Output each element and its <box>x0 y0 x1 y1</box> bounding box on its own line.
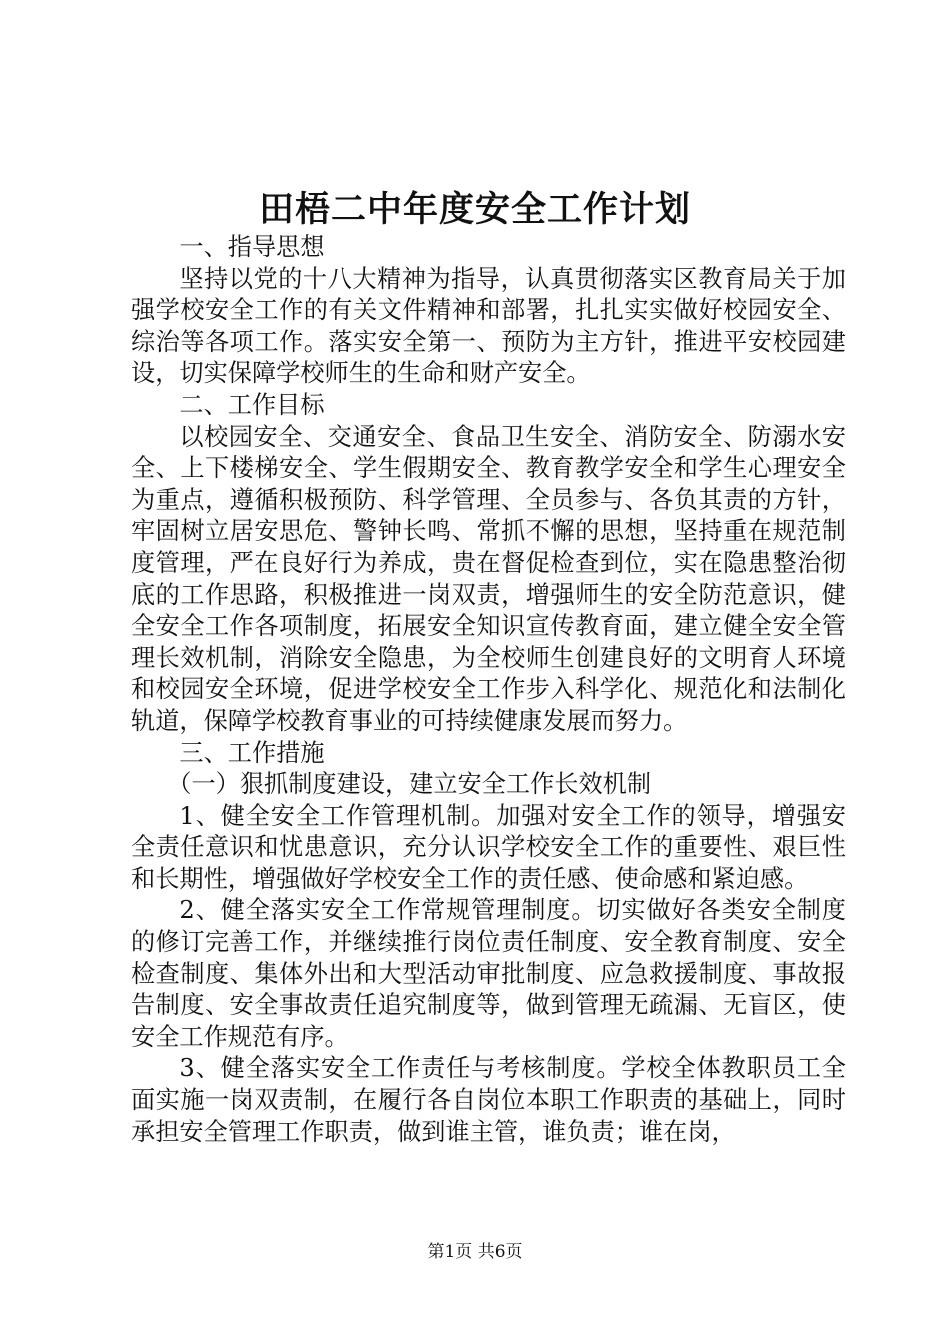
paragraph: 2、健全落实安全工作常规管理制度。切实做好各类安全制度的修订完善工作，并继续推行岗位责任制度、安全教育制度、安全检查制度、集体外出和大型活动审批制度、应急救援制度、事故报告制度、安全事故责任追究制度等，做到管理无疏漏、无盲区，使安全工作规范有序。 <box>131 896 846 1051</box>
paragraph: 坚持以党的十八大精神为指导，认真贯彻落实区教育局关于加强学校安全工作的有关文件精神和部署，扎扎实实做好校园安全、综治等各项工作。落实安全第一、预防为主方针，推进平安校园建设，切实保障学校师生的生命和财产安全。 <box>131 264 846 388</box>
paragraph: 1、健全安全工作管理机制。加强对安全工作的领导，增强安全责任意识和忧患意识，充分认识学校安全工作的重要性、艰巨性和长期性，增强做好学校安全工作的责任感、使命感和紧迫感。 <box>131 801 846 893</box>
page-number-footer: 第1页 共6页 <box>427 1242 523 1262</box>
section-heading: 三、工作措施 <box>179 738 325 767</box>
section-heading: 二、工作目标 <box>179 390 325 419</box>
document-title: 田梧二中年度安全工作计划 <box>258 189 691 230</box>
paragraph: 3、健全落实安全工作责任与考核制度。学校全体教职员工全面实施一岗双责制，在履行各自岗位本职工作职责的基础上，同时承担安全管理工作职责，做到谁主管，谁负责；谁在岗， <box>131 1054 846 1146</box>
document-body <box>131 232 846 1148</box>
subsection-heading: （一）狠抓制度建设，建立安全工作长效机制 <box>167 770 652 799</box>
paragraph: 以校园安全、交通安全、食品卫生安全、消防安全、防溺水安全、上下楼梯安全、学生假期安全、教育教学安全和学生心理安全为重点，遵循积极预防、科学管理、全员参与、各负其责的方针，牢固树立居安思危、警钟长鸣、常抓不懈的思想，坚持重在规范制度管理，严在良好行为养成，贵在督促检查到位，实在隐患整治彻底的工作思路，积极推进一岗双责，增强师生的安全防范意识，健全安全工作各项制度，拓展安全知识宣传教育面，建立健全安全管理长效机制，消除安全隐患，为全校师生创建良好的文明育人环境和校园安全环境，促进学校安全工作步入科学化、规范化和法制化轨道，保障学校教育事业的可持续健康发展而努力。 <box>131 422 846 735</box>
section-heading: 一、指导思想 <box>179 233 325 261</box>
